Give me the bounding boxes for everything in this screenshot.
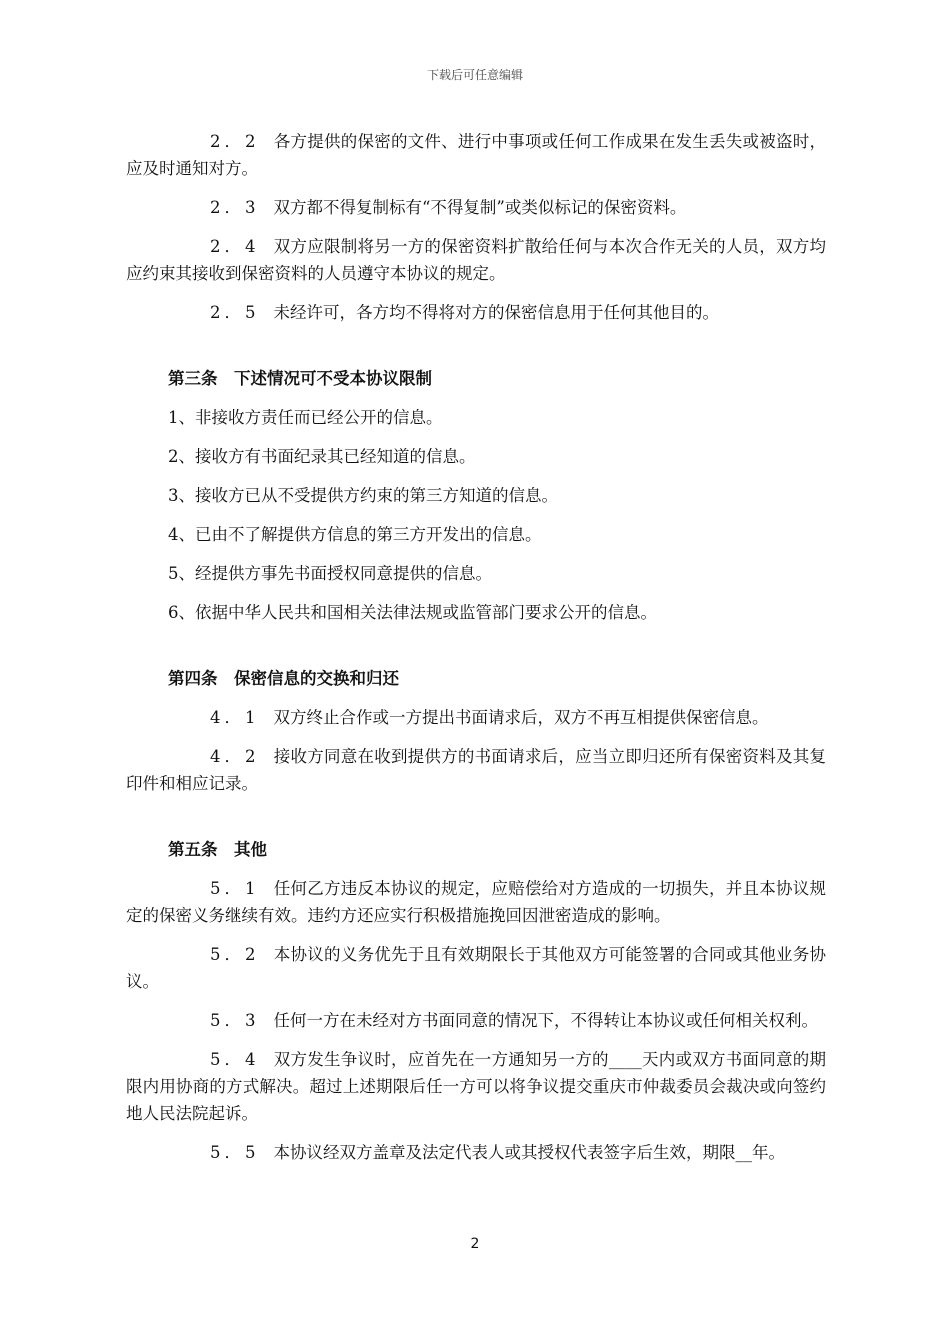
article-3-item-5: 5、经提供方事先书面授权同意提供的信息。 xyxy=(168,564,492,583)
clause-text: 本协议经双方盖章及法定代表人或其授权代表签字后生效，期限__年。 xyxy=(273,1143,785,1162)
article-3-item-6: 6、依据中华人民共和国相关法律法规或监管部门要求公开的信息。 xyxy=(168,603,657,622)
page-header: 下载后可任意编辑 xyxy=(426,68,523,82)
section-spacer xyxy=(126,809,826,836)
document-body xyxy=(126,128,826,1178)
article-5-title: 第五条 其他 xyxy=(168,840,267,859)
clause-5-1 xyxy=(126,875,826,929)
clause-number: 4．2 xyxy=(210,747,260,766)
clause-2-2 xyxy=(126,128,826,182)
clause-2-4 xyxy=(126,233,826,287)
article-3-item-3: 3、接收方已从不受提供方约束的第三方知道的信息。 xyxy=(168,486,558,505)
clause-5-2 xyxy=(126,941,826,995)
clause-text: 任何乙方违反本协议的规定，应赔偿给对方造成的一切损失，并且本协议规定的保密义务继续有效。违约方还应实行积极措施挽回因泄密造成的影响。 xyxy=(126,879,826,925)
clause-text: 任何一方在未经对方书面同意的情况下，不得转让本协议或任何相关权利。 xyxy=(273,1011,818,1030)
clause-5-5 xyxy=(126,1139,826,1166)
clause-number: 5．1 xyxy=(210,879,260,898)
article-3-item-1: 1、非接收方责任而已经公开的信息。 xyxy=(168,408,443,427)
clause-text: 接收方同意在收到提供方的书面请求后，应当立即归还所有保密资料及其复印件和相应记录。 xyxy=(126,747,826,793)
clause-number: 2．5 xyxy=(210,303,260,322)
clause-number: 4．1 xyxy=(210,708,260,727)
clause-number: 5．2 xyxy=(210,945,260,964)
clause-text: 未经许可，各方均不得将对方的保密信息用于任何其他目的。 xyxy=(273,303,719,322)
clause-text: 双方发生争议时，应首先在一方通知另一方的____天内或双方书面同意的期限内用协商的方式解决。超过上述期限后任一方可以将争议提交重庆市仲裁委员会裁决或向签约地人民法院起诉。 xyxy=(126,1050,826,1123)
article-3-item-4: 4、已由不了解提供方信息的第三方开发出的信息。 xyxy=(168,525,542,544)
clause-text: 双方应限制将另一方的保密资料扩散给任何与本次合作无关的人员，双方均应约束其接收到保密资料的人员遵守本协议的规定。 xyxy=(126,237,826,283)
article-3-title: 第三条 下述情况可不受本协议限制 xyxy=(168,369,432,388)
clause-number: 5．3 xyxy=(210,1011,260,1030)
section-spacer xyxy=(126,638,826,665)
clause-4-1 xyxy=(126,704,826,731)
clause-2-5 xyxy=(126,299,826,326)
clause-2-3 xyxy=(126,194,826,221)
clause-4-2 xyxy=(126,743,826,797)
clause-number: 2．3 xyxy=(210,198,260,217)
article-4-title: 第四条 保密信息的交换和归还 xyxy=(168,669,399,688)
clause-number: 2．2 xyxy=(210,132,260,151)
clause-number: 2．4 xyxy=(210,237,260,256)
clause-text: 双方都不得复制标有“不得复制”或类似标记的保密资料。 xyxy=(273,198,687,217)
clause-text: 双方终止合作或一方提出书面请求后，双方不再互相提供保密信息。 xyxy=(273,708,769,727)
clause-text: 本协议的义务优先于且有效期限长于其他双方可能签署的合同或其他业务协议。 xyxy=(126,945,826,991)
clause-text: 各方提供的保密的文件、进行中事项或任何工作成果在发生丢失或被盗时，应及时通知对方。 xyxy=(126,132,826,178)
clause-number: 5．4 xyxy=(210,1050,260,1069)
page-number: 2 xyxy=(470,1236,480,1252)
article-3-item-2: 2、接收方有书面纪录其已经知道的信息。 xyxy=(168,447,476,466)
clause-5-4 xyxy=(126,1046,826,1127)
section-spacer xyxy=(126,338,826,365)
clause-number: 5．5 xyxy=(210,1143,260,1162)
clause-5-3 xyxy=(126,1007,826,1034)
